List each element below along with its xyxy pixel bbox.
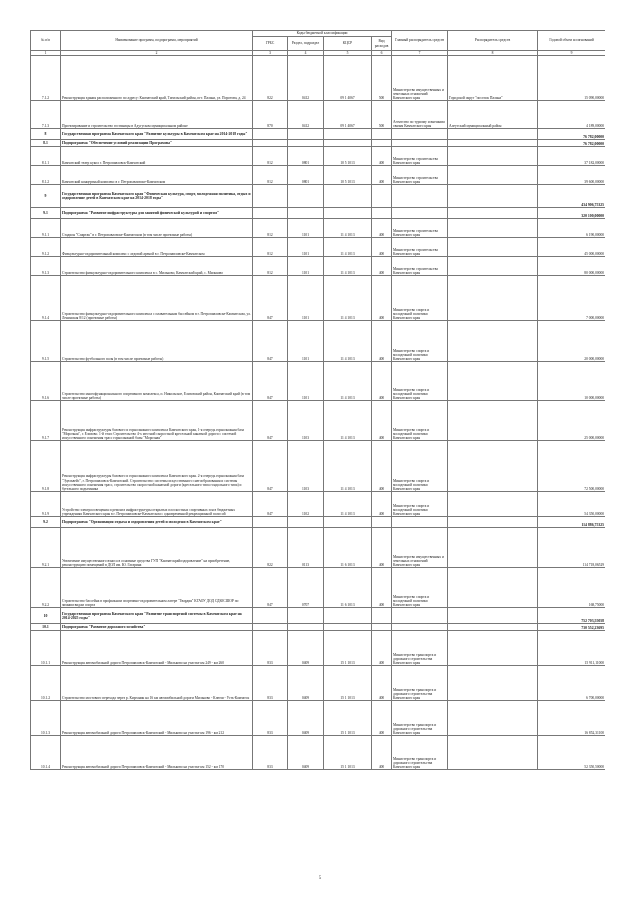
cell-amount: 45 000,00000: [538, 238, 605, 257]
cell-name: Камчатский театр кукол г. Петропавловск-Камчатский: [61, 147, 253, 166]
table-row: [31, 441, 606, 492]
cell-spender: [448, 441, 538, 492]
cell-csr: 11 4 1013: [324, 219, 372, 238]
cell-grbs: 833: [253, 631, 288, 666]
cell-amount: 25 000,00000: [538, 401, 605, 441]
cell-executor: Министерство имущественных и земельных отношений Камчатского края: [392, 56, 448, 101]
cell-num: 10.1.3: [31, 701, 61, 736]
cell-name: Подпрограмма "Обеспечение условий реализации Программы": [61, 140, 253, 147]
cell-grbs: [253, 608, 288, 624]
column-index: 7: [392, 51, 448, 56]
cell-grbs: 812: [253, 219, 288, 238]
cell-executor: [392, 140, 448, 147]
cell-expense-type: 400: [372, 362, 392, 401]
table-row: [31, 528, 606, 568]
cell-section: 0412: [288, 56, 324, 101]
table-row: [31, 631, 606, 666]
cell-num: 9.1.4: [31, 276, 61, 321]
cell-name: Строительство мостового перехода через р. Кирганик на 16 км автомобильной дороги Мильково - Ключи - Усть-Камчатск: [61, 666, 253, 701]
cell-num: 9.1.9: [31, 492, 61, 517]
cell-grbs: 833: [253, 736, 288, 770]
cell-expense-type: 400: [372, 276, 392, 321]
header-num: № п/п: [31, 31, 61, 51]
cell-num: 7.1.3: [31, 101, 61, 129]
cell-amount: 76 782,00000: [538, 129, 605, 140]
cell-grbs: [253, 208, 288, 219]
cell-csr: [324, 208, 372, 219]
cell-amount: 52 350,50000: [538, 736, 605, 770]
cell-spender: [448, 624, 538, 631]
header-executor: Главный распорядитель средств: [392, 31, 448, 51]
cell-executor: Министерство спорта и молодежной политики Камчатского края: [392, 362, 448, 401]
budget-allocation-table: [30, 30, 605, 770]
cell-name: Государственная программа Камчатского края "Развитие транспортной системы в Камчатском крае на 2014-2025 годы": [61, 608, 253, 624]
cell-csr: 11 4 1013: [324, 257, 372, 276]
cell-spender: [448, 208, 538, 219]
cell-num: 8.1.2: [31, 166, 61, 185]
cell-section: 1101: [288, 321, 324, 362]
cell-amount: 16 852,31100: [538, 701, 605, 736]
cell-section: [288, 517, 324, 528]
cell-spender: [448, 362, 538, 401]
header-amount: Годовой объем ассигнований: [538, 31, 605, 51]
cell-csr: 15 1 1013: [324, 736, 372, 770]
cell-num: 10.1.4: [31, 736, 61, 770]
cell-amount: 114 718,06529: [538, 528, 605, 568]
cell-executor: Министерство строительства Камчатского края: [392, 257, 448, 276]
cell-amount: 80 000,00000: [538, 257, 605, 276]
cell-section: [288, 140, 324, 147]
cell-csr: 11 4 1013: [324, 238, 372, 257]
cell-expense-type: 400: [372, 166, 392, 185]
cell-csr: 15 1 1013: [324, 701, 372, 736]
cell-amount: 54 350,00000: [538, 492, 605, 517]
cell-spender: [448, 666, 538, 701]
cell-grbs: 847: [253, 321, 288, 362]
cell-name: Государственная программа Камчатского края "Развитие культуры в Камчатском крае на 2014-2018 годы": [61, 129, 253, 140]
cell-spender: [448, 736, 538, 770]
cell-executor: [392, 208, 448, 219]
table-row: [31, 101, 606, 129]
cell-num: 9.2: [31, 517, 61, 528]
cell-grbs: 812: [253, 147, 288, 166]
cell-section: 0409: [288, 631, 324, 666]
column-index: 2: [61, 51, 253, 56]
cell-executor: Министерство транспорта и дорожного строительства Камчатского края: [392, 736, 448, 770]
cell-name: Подпрограмма "Развитие инфраструктуры для занятий физической культурой и спортом": [61, 208, 253, 219]
cell-section: 1101: [288, 276, 324, 321]
table-row: [31, 166, 606, 185]
cell-num: 10: [31, 608, 61, 624]
column-index: 3: [253, 51, 288, 56]
table-row: [31, 666, 606, 701]
cell-grbs: 847: [253, 362, 288, 401]
table-row: [31, 321, 606, 362]
table-row: [31, 208, 606, 219]
cell-amount: 6 700,00000: [538, 666, 605, 701]
cell-amount: 320 100,00000: [538, 208, 605, 219]
cell-grbs: 812: [253, 257, 288, 276]
cell-name: Реконструкция здания расположенного по адресу: Камчатский край, Тигильский район, пгт. Палана, ул. Поротова, д. 24: [61, 56, 253, 101]
cell-section: 1101: [288, 219, 324, 238]
cell-executor: [392, 185, 448, 208]
cell-executor: Министерство спорта и молодежной политики Камчатского края: [392, 401, 448, 441]
cell-grbs: [253, 185, 288, 208]
cell-expense-type: 400: [372, 631, 392, 666]
cell-csr: [324, 624, 372, 631]
cell-executor: Министерство спорта и молодежной политики Камчатского края: [392, 276, 448, 321]
cell-section: 1101: [288, 362, 324, 401]
column-index: 4: [288, 51, 324, 56]
cell-expense-type: 400: [372, 219, 392, 238]
cell-num: 9.1.7: [31, 401, 61, 441]
cell-executor: Министерство транспорта и дорожного строительства Камчатского края: [392, 701, 448, 736]
cell-expense-type: 400: [372, 528, 392, 568]
cell-section: [288, 129, 324, 140]
cell-amount: 72 500,00000: [538, 441, 605, 492]
cell-csr: 15 1 1013: [324, 666, 372, 701]
cell-grbs: 847: [253, 492, 288, 517]
cell-grbs: 870: [253, 101, 288, 129]
cell-name: Подпрограмма "Развитие дорожного хозяйства": [61, 624, 253, 631]
cell-name: Реконструкция автомобильной дороги Петропавловск-Камчатский - Мильково на участке км 249 - км 260: [61, 631, 253, 666]
cell-expense-type: 500: [372, 56, 392, 101]
cell-section: 0707: [288, 568, 324, 608]
cell-section: 1101: [288, 257, 324, 276]
cell-grbs: 812: [253, 238, 288, 257]
cell-expense-type: [372, 517, 392, 528]
column-index: 9: [538, 51, 605, 56]
cell-expense-type: [372, 608, 392, 624]
cell-name: Строительство футбольного поля (в том числе проектные работы): [61, 321, 253, 362]
cell-num: 9.2.2: [31, 568, 61, 608]
cell-csr: 10 5 1013: [324, 166, 372, 185]
cell-spender: [448, 276, 538, 321]
cell-expense-type: 400: [372, 666, 392, 701]
table-row: [31, 624, 606, 631]
cell-spender: [448, 528, 538, 568]
header-vr: Вид расходов: [372, 37, 392, 51]
cell-section: 1101: [288, 238, 324, 257]
cell-num: 9.1: [31, 208, 61, 219]
cell-expense-type: [372, 140, 392, 147]
cell-name: Устройство электроосвещения и ремонта инфраструктуры открытых плоскостных спортивных зон в бюджетных учреждениях Камчатского края в г. Петропавловске-Камчатском с одновременной рекреационной полосой: [61, 492, 253, 517]
table-row: [31, 129, 606, 140]
header-rzpr: Раздел, подраздел: [288, 37, 324, 51]
cell-executor: Министерство транспорта и дорожного строительства Камчатского края: [392, 666, 448, 701]
cell-section: 0409: [288, 736, 324, 770]
cell-amount: 37 182,00000: [538, 147, 605, 166]
table-row: [31, 701, 606, 736]
cell-executor: Министерство спорта и молодежной политики Камчатского края: [392, 568, 448, 608]
cell-csr: 11 4 1013: [324, 441, 372, 492]
table-row: [31, 401, 606, 441]
cell-executor: [392, 624, 448, 631]
cell-csr: 11 4 1013: [324, 362, 372, 401]
cell-csr: 11 6 1013: [324, 528, 372, 568]
cell-spender: [448, 321, 538, 362]
cell-expense-type: [372, 624, 392, 631]
column-index: 5: [324, 51, 372, 56]
cell-section: [288, 208, 324, 219]
cell-executor: Агентство по туризму и внешним связям Камчатского края: [392, 101, 448, 129]
cell-amount: 168,75000: [538, 568, 605, 608]
table-row: [31, 140, 606, 147]
table-row: [31, 608, 606, 624]
cell-csr: 11 4 1013: [324, 492, 372, 517]
cell-spender: [448, 257, 538, 276]
cell-num: 9.1.5: [31, 321, 61, 362]
cell-expense-type: 400: [372, 257, 392, 276]
cell-csr: 11 4 1013: [324, 401, 372, 441]
page-number: 5: [318, 876, 322, 881]
table-row: [31, 147, 606, 166]
cell-num: 7.1.2: [31, 56, 61, 101]
table-row: [31, 56, 606, 101]
cell-amount: 15 911,11000: [538, 631, 605, 666]
cell-executor: [392, 517, 448, 528]
cell-expense-type: 400: [372, 701, 392, 736]
cell-expense-type: [372, 129, 392, 140]
cell-name: Строительство многофункционального спортивного комплекса, п. Никольское, Елизовский район, Камчатский край (в том числе проектные работы): [61, 362, 253, 401]
cell-executor: Министерство строительства Камчатского края: [392, 238, 448, 257]
cell-csr: 11 6 1013: [324, 568, 372, 608]
cell-csr: [324, 140, 372, 147]
cell-section: 0801: [288, 147, 324, 166]
cell-name: Реконструкция автомобильной дороги Петропавловск-Камчатский - Мильково на участке км 196 - км 212: [61, 701, 253, 736]
cell-num: 9.1.2: [31, 238, 61, 257]
cell-executor: Министерство имущественных и земельных отношений Камчатского края: [392, 528, 448, 568]
cell-num: 9.1.8: [31, 441, 61, 492]
cell-csr: [324, 185, 372, 208]
cell-grbs: 812: [253, 166, 288, 185]
table-row: [31, 492, 606, 517]
cell-csr: 10 5 1013: [324, 147, 372, 166]
cell-name: Строительство физкультурно-оздоровительного комплекса с плавательным бассейном в г. Петропавловске-Камчатском, ул. Ленинская 8/12 (проектные работы): [61, 276, 253, 321]
cell-section: 0409: [288, 701, 324, 736]
table-row: [31, 736, 606, 770]
cell-spender: Алеутский муниципальный район: [448, 101, 538, 129]
cell-csr: [324, 129, 372, 140]
cell-executor: [392, 129, 448, 140]
cell-amount: 39 600,00000: [538, 166, 605, 185]
cell-name: Увеличение имущественного взноса в основные средства ГУП "Камчатскрайоздоровление" на приобретение, реконструкцию помещений в ДОЛ им. Ю. Гагарина: [61, 528, 253, 568]
cell-num: 8.1.1: [31, 147, 61, 166]
cell-name: Подпрограмма "Организация отдыха и оздоровления детей и молодежи в Камчатском крае": [61, 517, 253, 528]
header-name: Наименование программ, подпрограмм, мероприятий: [61, 31, 253, 51]
cell-expense-type: 400: [372, 321, 392, 362]
column-index: 6: [372, 51, 392, 56]
cell-spender: [448, 701, 538, 736]
cell-amount: 752 703,55058: [538, 608, 605, 624]
cell-spender: [448, 631, 538, 666]
cell-amount: 730 552,23695: [538, 624, 605, 631]
cell-name: Реконструкция автомобильной дороги Петропавловск-Камчатский - Мильково на участке км 152 - км 170: [61, 736, 253, 770]
header-spender: Распорядитель средств: [448, 31, 538, 51]
table-body: [31, 56, 606, 770]
table-row: [31, 238, 606, 257]
cell-section: [288, 608, 324, 624]
cell-grbs: [253, 624, 288, 631]
cell-num: 9.1.1: [31, 219, 61, 238]
cell-expense-type: 400: [372, 736, 392, 770]
table-row: [31, 185, 606, 208]
cell-expense-type: [372, 185, 392, 208]
table-row: [31, 362, 606, 401]
cell-spender: [448, 140, 538, 147]
cell-executor: Министерство спорта и молодежной политики Камчатского края: [392, 492, 448, 517]
cell-expense-type: 400: [372, 441, 392, 492]
cell-amount: 434 906,75325: [538, 185, 605, 208]
cell-grbs: 833: [253, 666, 288, 701]
table-row: [31, 257, 606, 276]
cell-grbs: 847: [253, 441, 288, 492]
cell-csr: 15 1 1013: [324, 631, 372, 666]
header-grbs: ГРБС: [253, 37, 288, 51]
cell-amount: 20 000,00000: [538, 321, 605, 362]
cell-num: 9.1.3: [31, 257, 61, 276]
cell-executor: [392, 608, 448, 624]
cell-spender: [448, 166, 538, 185]
cell-csr: [324, 608, 372, 624]
cell-expense-type: 400: [372, 568, 392, 608]
cell-num: 8: [31, 129, 61, 140]
table-row: [31, 219, 606, 238]
cell-amount: 15 090,00000: [538, 56, 605, 101]
cell-section: 1103: [288, 441, 324, 492]
cell-executor: Министерство спорта и молодежной политики Камчатского края: [392, 321, 448, 362]
cell-spender: [448, 401, 538, 441]
cell-num: 9.1.6: [31, 362, 61, 401]
cell-name: Реконструкция инфраструктуры базового и горнолыжного комплекса Камчатского края, 1-я очередь горнолыжная база "Морозная", г. Елизово. 1-й этап: Строительство 4-х местной скоростной кресельной канатной дороги с системой искусственного оснежения трасс горнолыжной базы "Морозная": [61, 401, 253, 441]
cell-section: 0113: [288, 528, 324, 568]
cell-num: 10.1.1: [31, 631, 61, 666]
cell-grbs: 822: [253, 528, 288, 568]
cell-executor: Министерство транспорта и дорожного строительства Камчатского края: [392, 631, 448, 666]
cell-spender: [448, 517, 538, 528]
cell-executor: Министерство строительства Камчатского края: [392, 147, 448, 166]
cell-num: 10.1.2: [31, 666, 61, 701]
cell-amount: 76 782,00000: [538, 140, 605, 147]
cell-section: 0801: [288, 166, 324, 185]
table-row: [31, 276, 606, 321]
cell-amount: 6 190,00000: [538, 219, 605, 238]
cell-expense-type: 400: [372, 147, 392, 166]
table-row: [31, 568, 606, 608]
cell-name: Строительство физкультурно-оздоровительного комплекса в с. Мильково, Камчатский край, с. Мильково: [61, 257, 253, 276]
cell-grbs: 833: [253, 701, 288, 736]
cell-section: 1102: [288, 492, 324, 517]
cell-num: 8.1: [31, 140, 61, 147]
cell-executor: Министерство строительства Камчатского края: [392, 166, 448, 185]
cell-grbs: 847: [253, 401, 288, 441]
cell-section: [288, 185, 324, 208]
cell-name: Камчатский концертный комплекс в г. Петропавловске-Камчатском: [61, 166, 253, 185]
cell-amount: 7 000,00000: [538, 276, 605, 321]
cell-grbs: [253, 517, 288, 528]
cell-name: Проектирование и строительство гостиницы в Адугуском муниципальном районе: [61, 101, 253, 129]
cell-expense-type: 400: [372, 492, 392, 517]
budget-table-page: [30, 30, 605, 842]
cell-name: Реконструкция инфраструктуры базового и горнолыжного комплекса Камчатского края. 2-я очередь горнолыжная база "Эдельвейс", г. Петропавловск-Камчатский. Строительство: системы искусственного снегообразования и системы искусственного оснежения трасс, строительство скоростной канатной дороги (кресельного типа гондольного типа) и бугельного подъемника: [61, 441, 253, 492]
cell-num: 10.1: [31, 624, 61, 631]
cell-spender: [448, 185, 538, 208]
cell-csr: 11 4 1013: [324, 321, 372, 362]
cell-spender: Городской округ "поселок Палана": [448, 56, 538, 101]
cell-name: Стадион "Спартак" в г. Петропавловске-Камчатском (в том числе проектные работы): [61, 219, 253, 238]
cell-grbs: [253, 129, 288, 140]
cell-spender: [448, 492, 538, 517]
cell-section: 1103: [288, 401, 324, 441]
cell-spender: [448, 219, 538, 238]
cell-name: Строительство бассейна в профильном спортивно-оздоровительном лагере "Гвардия" КГАОУ ДОД СДЮСШОР по зимним видам спорта: [61, 568, 253, 608]
cell-amount: 114 886,75325: [538, 517, 605, 528]
cell-section: 0412: [288, 101, 324, 129]
cell-csr: 09 1 4067: [324, 101, 372, 129]
header-csr: КЦСР: [324, 37, 372, 51]
cell-expense-type: 400: [372, 401, 392, 441]
cell-spender: [448, 147, 538, 166]
cell-grbs: 822: [253, 56, 288, 101]
table-row: [31, 517, 606, 528]
cell-csr: 09 1 4067: [324, 56, 372, 101]
cell-name: Физкультурно-оздоровительный комплекс с ледовой ареной в г. Петропавловске-Камчатском: [61, 238, 253, 257]
cell-spender: [448, 238, 538, 257]
cell-grbs: 847: [253, 276, 288, 321]
cell-executor: Министерство спорта и молодежной политики Камчатского края: [392, 441, 448, 492]
cell-num: 9: [31, 185, 61, 208]
cell-expense-type: 400: [372, 238, 392, 257]
column-index: 8: [448, 51, 538, 56]
cell-num: 9.2.1: [31, 528, 61, 568]
header-codes-group: Коды бюджетной классификации: [253, 31, 392, 37]
cell-grbs: [253, 140, 288, 147]
cell-expense-type: [372, 208, 392, 219]
cell-expense-type: 500: [372, 101, 392, 129]
cell-name: Государственная программа Камчатского края "Физическая культура, спорт, молодежная политика, отдых и оздоровление детей в Камчатском крае на 2014-2018 годы": [61, 185, 253, 208]
cell-amount: 10 000,00000: [538, 362, 605, 401]
cell-section: [288, 624, 324, 631]
cell-csr: [324, 517, 372, 528]
cell-spender: [448, 608, 538, 624]
cell-spender: [448, 129, 538, 140]
column-index: 1: [31, 51, 61, 56]
cell-section: 0409: [288, 666, 324, 701]
cell-spender: [448, 568, 538, 608]
cell-grbs: 847: [253, 568, 288, 608]
cell-executor: Министерство строительства Камчатского края: [392, 219, 448, 238]
cell-csr: 11 4 1013: [324, 276, 372, 321]
cell-amount: 4 189,00000: [538, 101, 605, 129]
